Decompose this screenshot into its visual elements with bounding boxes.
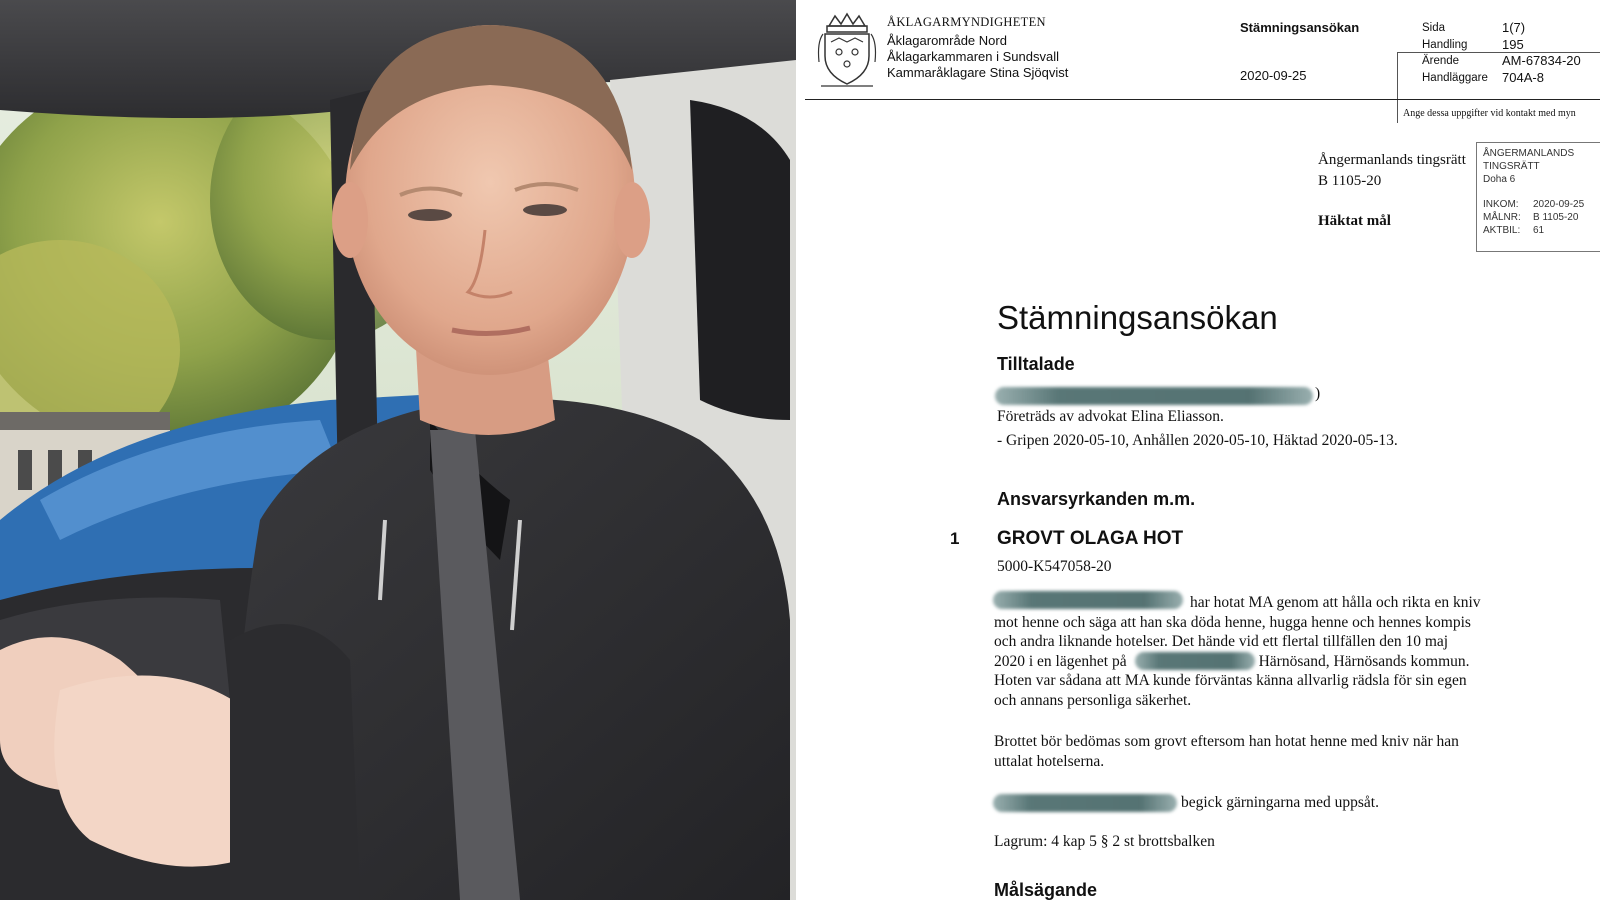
stamp-row-value: 2020-09-25 <box>1533 199 1585 210</box>
stamp-row <box>1483 198 1600 211</box>
meta-note: Ange dessa uppgifter vid kontakt med myn <box>1403 108 1576 119</box>
stamp-line: TINGSRÄTT <box>1483 161 1540 172</box>
redacted-name <box>993 794 1177 812</box>
text-line-start: 2020 i en lägenhet på <box>994 652 1127 670</box>
stamp-line: ÅNGERMANLANDS <box>1483 148 1575 159</box>
received-stamp <box>1476 142 1600 252</box>
panel-divider <box>796 0 805 900</box>
victim-heading: Målsägande <box>994 880 1098 900</box>
redacted-name <box>995 387 1313 405</box>
meta-label: Ärende <box>1422 55 1460 67</box>
stamp-row-label: INKOM: <box>1483 199 1519 210</box>
meta-label: Handläggare <box>1422 71 1488 84</box>
stamp-row-label: AKTBIL: <box>1483 225 1521 236</box>
meta-value: AM-67834-20 <box>1502 53 1581 68</box>
charge-reference: 5000-K547058-20 <box>997 558 1112 575</box>
meta-label: Sida <box>1422 22 1446 34</box>
redacted-suffix: ) <box>1315 385 1321 402</box>
doc-type-label: Stämningsansökan <box>1240 20 1360 35</box>
stamp-row <box>1483 224 1600 237</box>
redacted-address <box>1135 652 1255 670</box>
meta-value: 195 <box>1502 36 1524 52</box>
text-line: och andra liknande hotelser. Det hände vid ett flertal tillfällen den 10 maj <box>994 633 1449 650</box>
court-document <box>805 0 1600 900</box>
court-block <box>1318 150 1466 192</box>
doc-date: 2020-09-25 <box>1240 68 1307 83</box>
text-line: Hoten var sådana att MA kunde förväntas känna allvarlig rädsla för sin egen <box>994 672 1467 689</box>
text-line: uttalat hotelserna. <box>994 752 1105 770</box>
text-line: och annans personliga säkerhet. <box>994 691 1192 709</box>
court-name: Ångermanlands tingsrätt <box>1318 152 1466 168</box>
header-rule <box>805 99 1600 100</box>
detention-label: Häktat mål <box>1318 213 1391 229</box>
stamp-line: Doha 6 <box>1483 174 1516 185</box>
charge-title: GROVT OLAGA HOT <box>997 528 1184 549</box>
office-line: Åklagarkammaren i Sundsvall <box>887 49 1059 64</box>
meta-value: 1(7) <box>1502 20 1526 35</box>
document-title: Stämningsansökan <box>997 299 1278 336</box>
office-lines <box>887 33 1068 81</box>
severity-paragraph <box>994 732 1459 771</box>
charge-number: 1 <box>950 529 960 548</box>
stamp-row-label: MÅLNR: <box>1483 212 1521 223</box>
claims-heading: Ansvarsyrkanden m.m. <box>997 489 1196 509</box>
meta-value: 704A-8 <box>1502 69 1544 85</box>
agency-name: ÅKLAGARMYNDIGHETEN <box>887 15 1046 29</box>
portrait-illustration <box>0 0 796 900</box>
text-line: mot henne och säga att han ska döda henne, hugga henne och hennes kompis <box>994 613 1471 631</box>
defendant-heading: Tilltalade <box>997 354 1075 374</box>
text-line: har hotat MA genom att hålla och rikta en kniv <box>1190 594 1481 611</box>
case-number: B 1105-20 <box>1318 173 1382 189</box>
stamp-row <box>1483 211 1600 224</box>
crown-crest-icon <box>815 12 879 90</box>
intent-line: begick gärningarna med uppsåt. <box>1181 794 1379 811</box>
office-line: Kammaråklagare Stina Sjöqvist <box>887 65 1069 80</box>
office-line: Åklagarområde Nord <box>887 33 1007 48</box>
stamp-row-value: B 1105-20 <box>1533 212 1579 223</box>
represented-by: Företräds av advokat Elina Eliasson. <box>997 408 1224 425</box>
portrait-photo <box>0 0 796 900</box>
lagrum-line: Lagrum: 4 kap 5 § 2 st brottsbalken <box>994 833 1215 850</box>
custody-line: - Gripen 2020-05-10, Anhållen 2020-05-10, Häktad 2020-05-13. <box>997 432 1398 449</box>
stamp-row-value: 61 <box>1533 225 1545 236</box>
text-line-end: Härnösand, Härnösands kommun. <box>1258 652 1470 670</box>
text-line: Brottet bör bedömas som grovt eftersom han hotat henne med kniv när han <box>994 733 1459 750</box>
meta-label: Handling <box>1422 38 1468 51</box>
